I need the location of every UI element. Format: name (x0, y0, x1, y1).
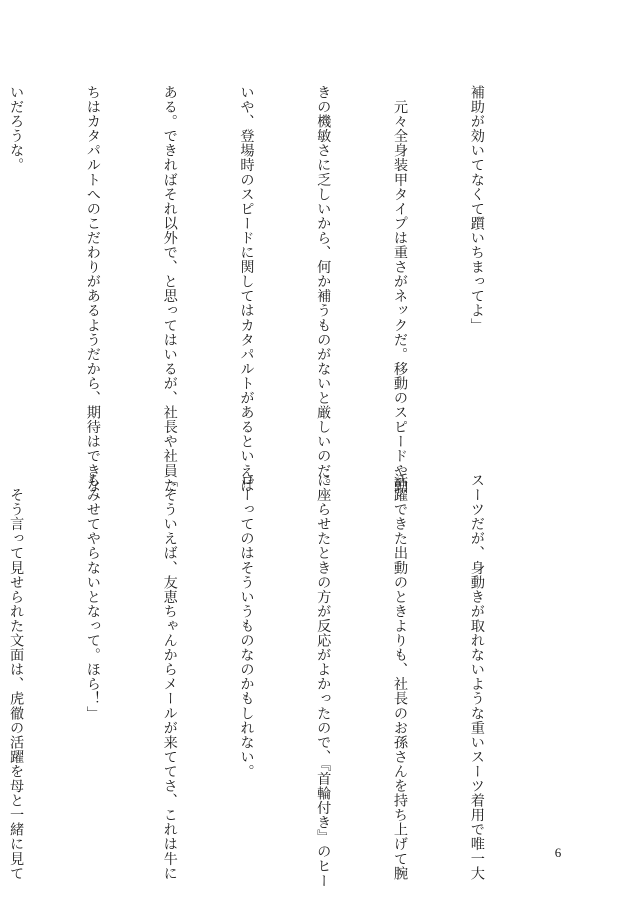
text-line: もみせてやらないとなって。ほら！」 (84, 473, 101, 721)
text-line: 「そういえば、友恵ちゃんからメールが来ててさ、これは牛に (161, 473, 178, 881)
text-line: ちはカタパルトへのこだわりがあるようだから、期待はできな (84, 85, 101, 493)
text-line: 元々全身装甲タイプは重さがネックだ。移動のスピードや動 (392, 85, 409, 493)
text-line: きの機敏さに乏しいから、何か補うものがないと厳しいのだ。 (315, 85, 332, 493)
page-number: 6 (554, 845, 562, 860)
text-line: 活躍できた出動のときよりも、社長のお孫さんを持ち上げて腕 (392, 473, 409, 881)
text-line: いだろうな。 (8, 85, 25, 173)
text-line: いや、登場時のスピードに関してはカタパルトがあるといえば (238, 85, 255, 493)
text-line: スーツだが、身動きが取れないような重いスーツ着用で唯一大 (468, 473, 485, 881)
text-line: に座らせたときの方が反応がよかったので、『首輪付き』のヒー (315, 473, 332, 888)
text-line: ある。できればそれ以外で、と思ってはいるが、社長や社員た (161, 85, 178, 493)
text-line: そう言って見せられた文面は、虎徹の活躍を母と一緒に見て (8, 473, 25, 881)
text-line: 補助が効いてなくて躓いちまってよ」 (468, 85, 485, 333)
bottom-text-block (8, 473, 540, 888)
text-line: ローってのはそういうものなのかもしれない。 (238, 473, 255, 779)
top-text-block (8, 85, 540, 493)
